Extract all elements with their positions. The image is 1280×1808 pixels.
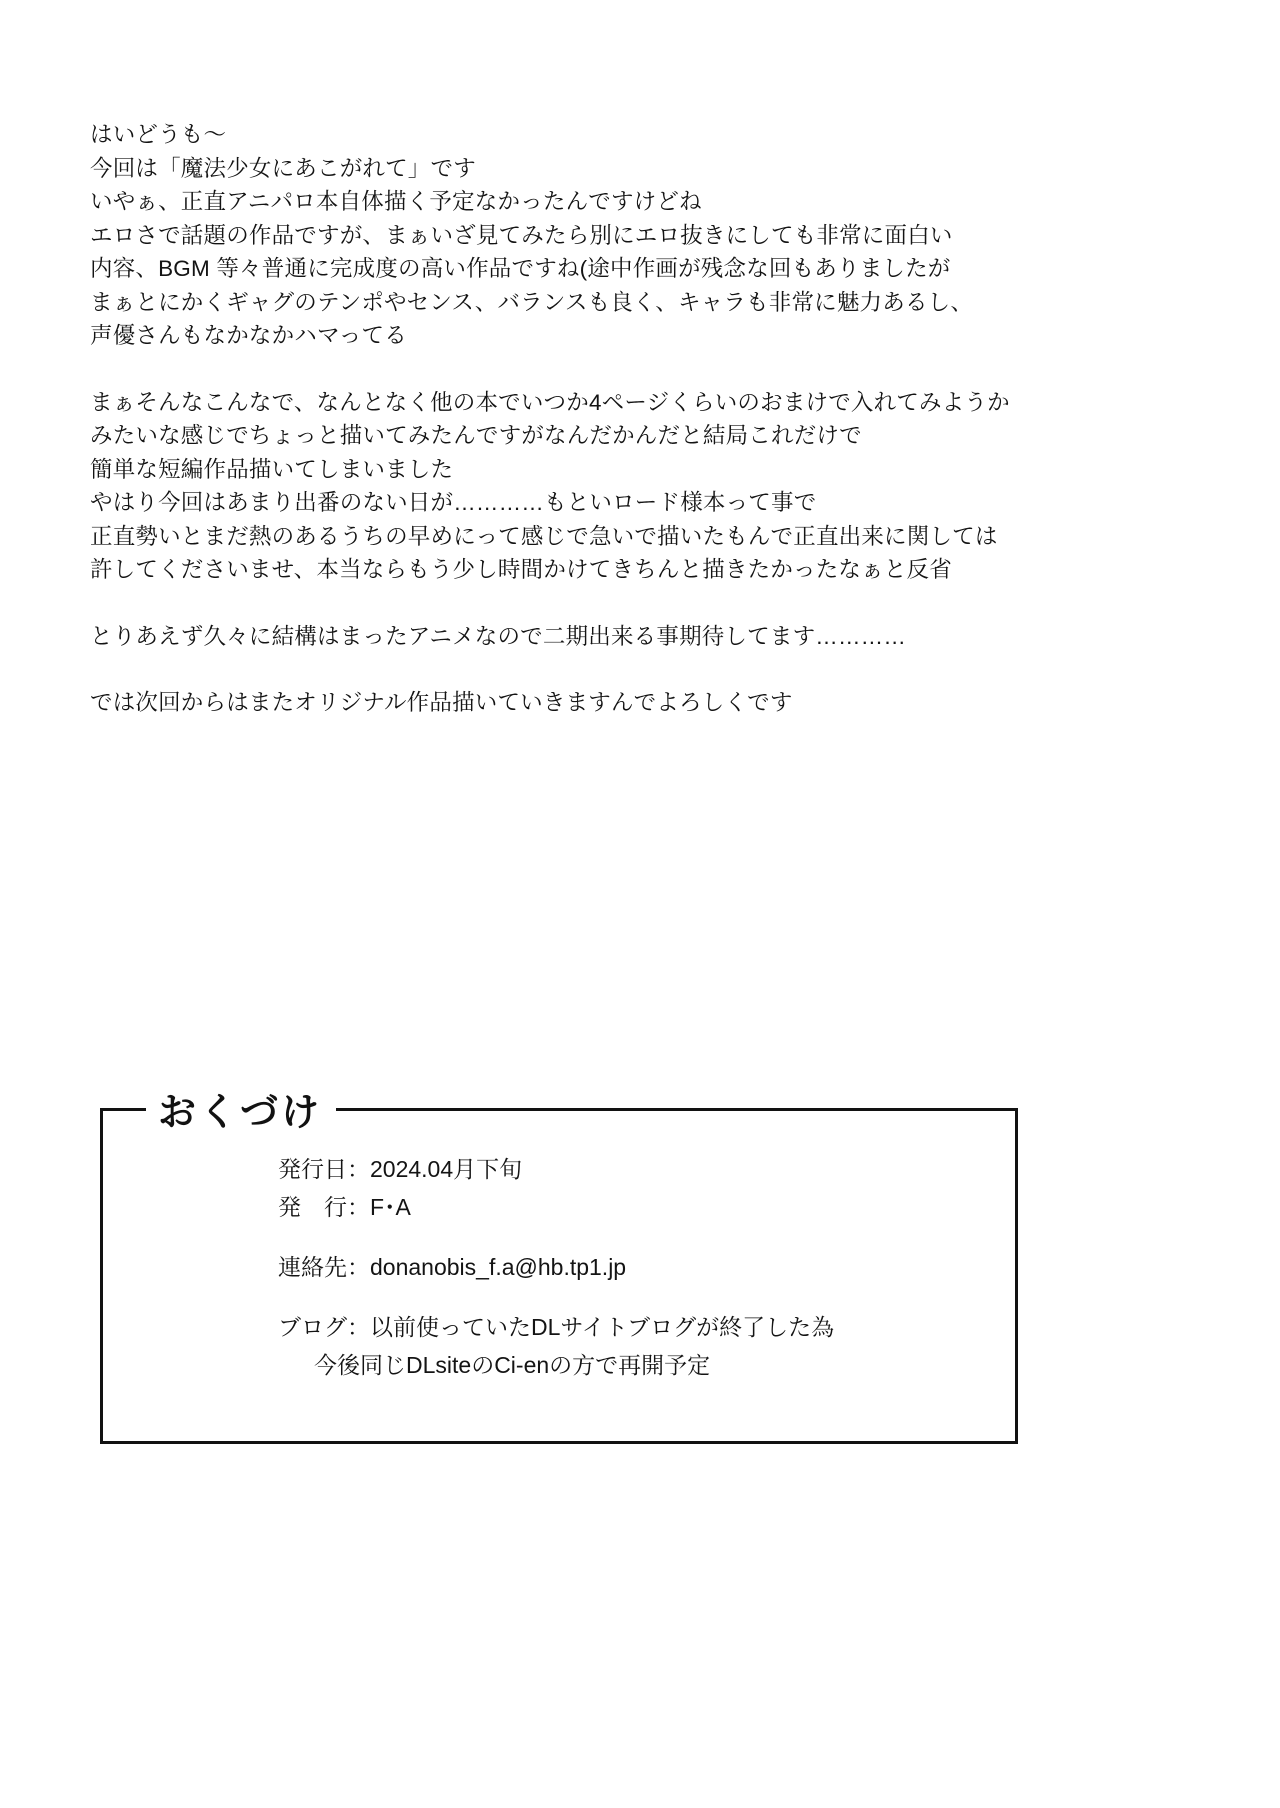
afterword-line: 簡単な短編作品描いてしまいました: [90, 456, 454, 482]
colophon-title: おくづけ: [158, 1089, 323, 1134]
colophon-title-wrap: [146, 1090, 336, 1134]
publisher: 発 行：F･A: [278, 1194, 411, 1220]
afterword-line: まぁそんなこんなで、なんとなく他の本でいつか4ページくらいのおまけで入れてみようか: [90, 389, 1010, 415]
afterword-line: やはり今回はあまり出番のない日が…………もといロード様本って事で: [90, 490, 817, 515]
afterword-line: 正直勢いとまだ熱のあるうちの早めにって感じで急いで描いたもんで正直出来に関しては: [90, 523, 998, 549]
afterword-line: 声優さんもなかなかハマってる: [90, 323, 407, 348]
afterword-line: エロさで話題の作品ですが、まぁいざ見てみたら別にエロ抜きにしても非常に面白い: [90, 222, 953, 248]
afterword-line: みたいな感じでちょっと描いてみたんですがなんだかんだと結局これだけで: [90, 423, 862, 448]
colophon-section: [100, 1090, 1020, 1445]
colophon-gap: [278, 1226, 978, 1248]
afterword-line: いやぁ、正直アニパロ本自体描く予定なかったんですけどね: [90, 189, 702, 214]
paragraph-gap: [90, 587, 1190, 620]
afterword-line: まぁとにかくギャグのテンポやセンス、バランスも良く、キャラも非常に魅力あるし、: [90, 289, 974, 315]
afterword-line: 内容、BGM 等々普通に完成度の高い作品ですね(途中作画が残念な回もありましたが: [90, 256, 951, 281]
paragraph-gap: [90, 653, 1190, 686]
colophon-body: [100, 1150, 1018, 1384]
contact: 連絡先：donanobis_f.a@hb.tp1.jp: [278, 1254, 627, 1280]
afterword-line: では次回からはまたオリジナル作品描いていきますんでよろしくです: [90, 690, 793, 715]
publish-date: 発行日：2024.04月下旬: [278, 1156, 523, 1182]
colophon-gap: [278, 1286, 978, 1308]
afterword-line: 今回は「魔法少女にあこがれて」です: [90, 155, 476, 181]
afterword-line: 許してくださいませ、本当ならもう少し時間かけてきちんと描きたかったなぁと反省: [90, 557, 952, 582]
afterword-line: はいどうも〜: [90, 122, 227, 147]
afterword-text-block: [90, 118, 1190, 720]
paragraph-gap: [90, 353, 1190, 386]
afterword-line: とりあえず久々に結構はまったアニメなので二期出来る事期待してます…………: [90, 623, 907, 649]
blog-line-2: 今後同じDLsiteのCi-enの方で再開予定: [314, 1352, 711, 1378]
blog-line-1: ブログ：以前使っていたDLサイトブログが終了した為: [278, 1314, 835, 1340]
